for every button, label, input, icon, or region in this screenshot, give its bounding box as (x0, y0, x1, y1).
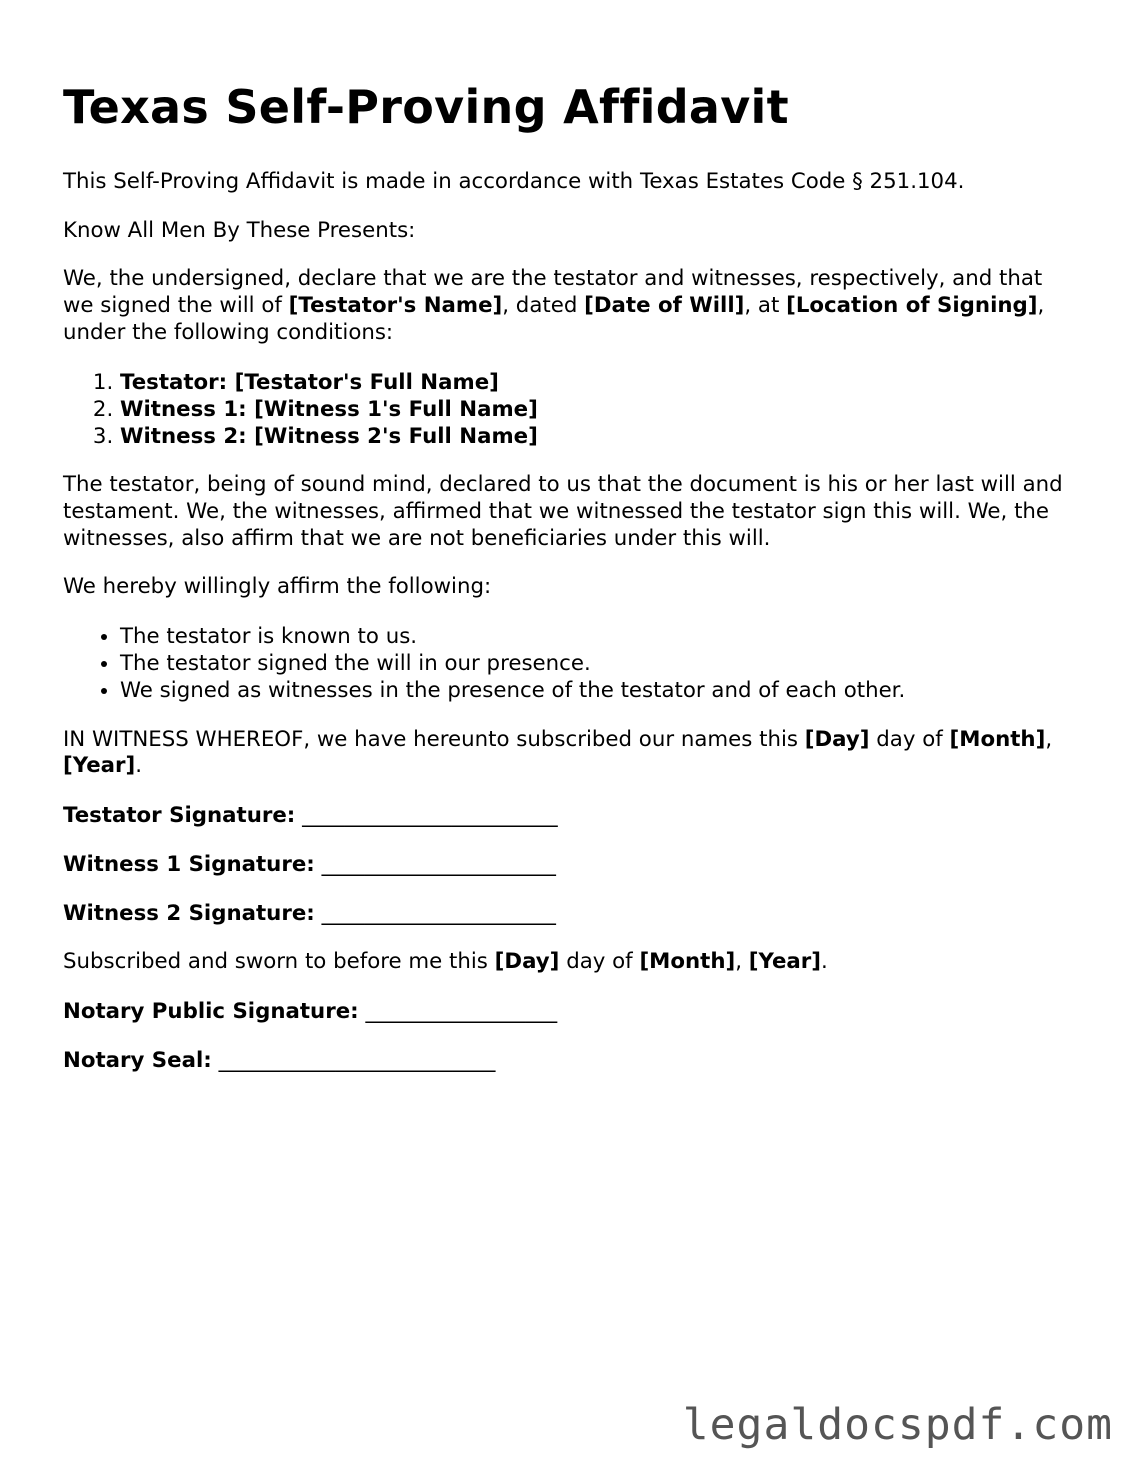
know-all-paragraph: Know All Men By These Presents: (63, 217, 416, 243)
intro-paragraph: This Self-Proving Affidavit is made in accordance with Texas Estates Code § 251.104. (63, 169, 965, 194)
witness1-signature-field[interactable]: Witness 1 Signature: ______________________ (63, 851, 556, 877)
document-page (63, 78, 1073, 1096)
list-item: • The testator signed the will in our presence. (120, 650, 1073, 677)
list-item: 3. Witness 2: [Witness 2's Full Name] (120, 423, 1073, 450)
date-of-will-placeholder: [Date of Will] (584, 293, 745, 319)
notary-signature-field[interactable]: Notary Public Signature: __________________ (63, 998, 558, 1024)
witness2-signature-field[interactable]: Witness 2 Signature: ______________________ (63, 900, 556, 926)
affirmations-list (63, 623, 1073, 705)
whereof-paragraph: IN WITNESS WHEREOF, we have hereunto subscribed our names this [Day] day of [Month], [Year]. (63, 726, 1053, 779)
list-item: 1. Testator: [Testator's Full Name] (120, 369, 1073, 396)
affirm-intro-paragraph: We hereby willingly affirm the following: (63, 574, 492, 600)
sworn-paragraph: Subscribed and sworn to before me this [Day] day of [Month], [Year]. (63, 948, 828, 974)
parties-list (63, 369, 1073, 451)
list-item: • The testator is known to us. (120, 623, 1073, 650)
notary-seal-field[interactable]: Notary Seal: __________________________ (63, 1047, 496, 1073)
location-placeholder: [Location of Signing] (786, 293, 1038, 319)
list-item: 2. Witness 1: [Witness 1's Full Name] (120, 396, 1073, 423)
watermark: legaldocspdf.com (682, 1400, 1113, 1450)
page-title: Texas Self-Proving Affidavit (63, 80, 789, 134)
sound-mind-paragraph: The testator, being of sound mind, declared to us that the document is his or her last will and testament. We, the witnesses, affirmed that we witnessed the testator sign this will. We, the witnesses, also affirm that we are not beneficiaries under this will. (63, 472, 1063, 551)
declaration-paragraph: We, the undersigned, declare that we are the testator and witnesses, respectively, and that we signed the will of [Testator's Name], dated [Date of Will], at [Location of Signing], under the following conditions: (63, 266, 1045, 345)
testator-signature-field[interactable]: Testator Signature: ________________________ (63, 802, 558, 828)
testator-name-placeholder: [Testator's Name] (288, 293, 503, 319)
list-item: • We signed as witnesses in the presence of the testator and of each other. (120, 677, 1073, 704)
